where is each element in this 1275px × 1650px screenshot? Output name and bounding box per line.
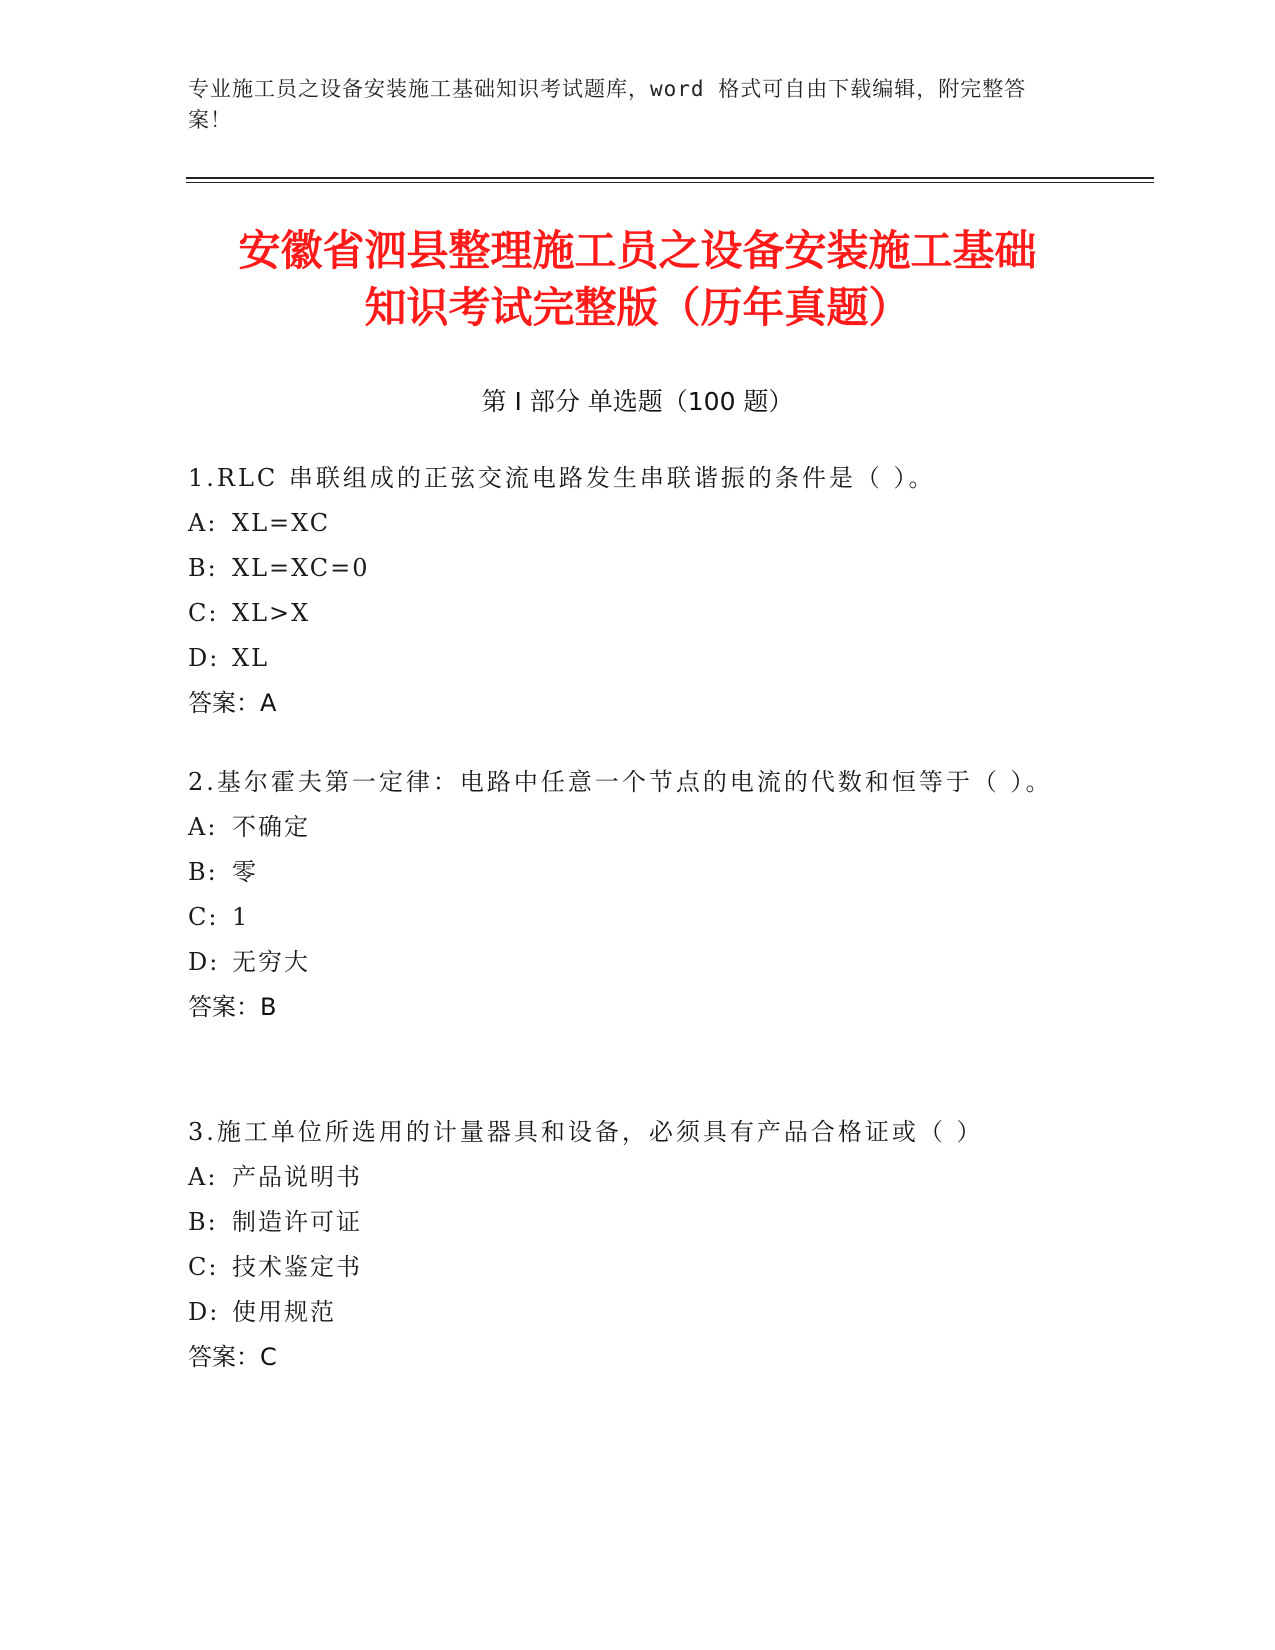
option-text: 使用规范 <box>232 1298 336 1326</box>
option-key: B: <box>188 554 218 582</box>
option-key: A: <box>188 813 218 841</box>
option-key: C: <box>188 599 219 627</box>
option-text: 无穷大 <box>232 948 310 976</box>
document-title-line-2: 知识考试完整版（历年真题） <box>364 283 911 332</box>
question-answer: 答案：C <box>188 1343 277 1371</box>
question-3 <box>188 1110 1068 1380</box>
question-option-b <box>188 850 1068 895</box>
question-stem: 2.基尔霍夫第一定律：电路中任意一个节点的电流的代数和恒等于（ ）。 <box>188 768 1053 796</box>
option-text: 零 <box>232 858 258 886</box>
option-text: XL>X <box>232 599 311 627</box>
option-text: XL=XC=0 <box>232 554 370 582</box>
option-text: XL=XC <box>232 509 331 537</box>
header-divider-thin <box>186 182 1154 183</box>
option-key: D: <box>188 948 220 976</box>
option-text: 制造许可证 <box>232 1208 362 1236</box>
option-text: 不确定 <box>232 813 310 841</box>
option-key: B: <box>188 858 218 886</box>
question-option-c <box>188 1245 1068 1290</box>
option-key: C: <box>188 903 219 931</box>
option-key: B: <box>188 1208 218 1236</box>
option-text: 产品说明书 <box>232 1163 362 1191</box>
question-1 <box>188 456 1068 726</box>
option-key: D: <box>188 1298 220 1326</box>
option-key: A: <box>188 509 218 537</box>
document-title-line-1: 安徽省泗县整理施工员之设备安装施工基础 <box>238 226 1037 275</box>
question-2 <box>188 760 1068 1030</box>
question-stem: 1.RLC 串联组成的正弦交流电路发生串联谐振的条件是（ ）。 <box>188 464 936 492</box>
header-note: 专业施工员之设备安装施工基础知识考试题库，word 格式可自由下载编辑，附完整答案！ <box>188 77 1027 132</box>
question-option-a <box>188 805 1068 850</box>
document-title <box>150 222 1125 336</box>
option-text: 技术鉴定书 <box>232 1253 362 1281</box>
option-key: C: <box>188 1253 219 1281</box>
question-option-c <box>188 591 1068 636</box>
question-stem: 3.施工单位所选用的计量器具和设备，必须具有产品合格证或（ ） <box>188 1118 984 1146</box>
question-option-a <box>188 1155 1068 1200</box>
question-option-c <box>188 895 1068 940</box>
question-option-b <box>188 1200 1068 1245</box>
question-answer: 答案：A <box>188 689 277 717</box>
option-key: A: <box>188 1163 218 1191</box>
question-option-b <box>188 546 1068 591</box>
question-option-d <box>188 940 1068 985</box>
option-key: D: <box>188 644 220 672</box>
question-answer: 答案：B <box>188 993 277 1021</box>
option-text: 1 <box>232 903 250 931</box>
header-divider-thick <box>186 177 1154 179</box>
question-option-d <box>188 636 1068 681</box>
question-option-d <box>188 1290 1068 1335</box>
section-heading: 第 I 部分 单选题（100 题） <box>481 387 794 416</box>
question-option-a <box>188 501 1068 546</box>
option-text: XL <box>232 644 270 672</box>
